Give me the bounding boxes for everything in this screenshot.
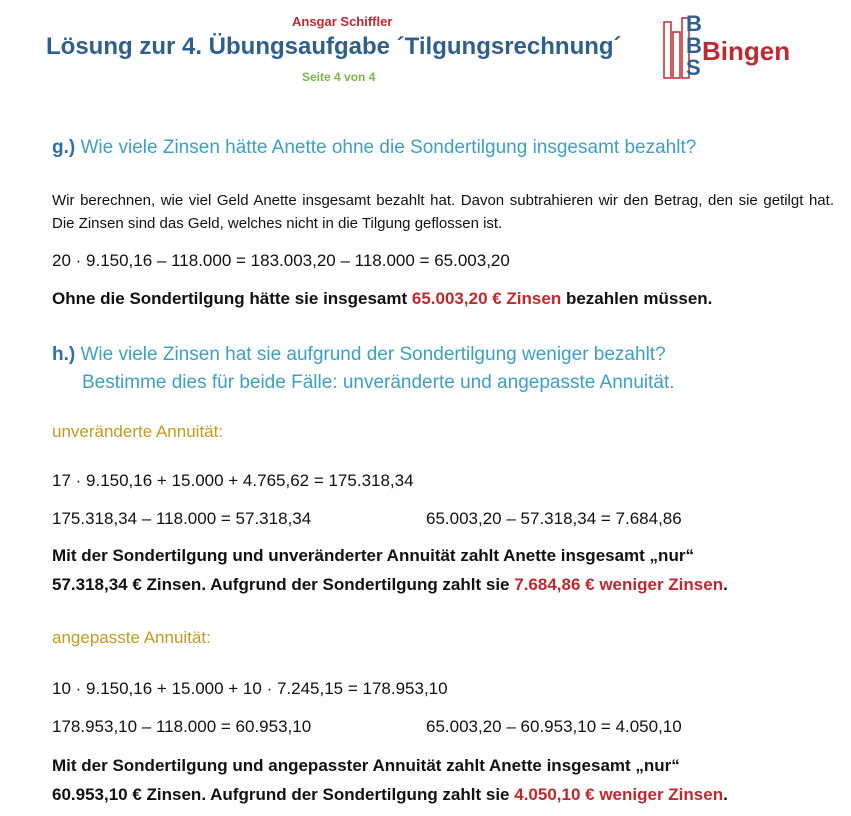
question-g <box>52 137 696 159</box>
result-g-pre: Ohne die Sondertilgung hätte sie insgesamt <box>52 289 412 308</box>
page-number: Seite 4 von 4 <box>302 70 376 84</box>
case2-formula-2a: 178.953,10 – 118.000 = 60.953,10 <box>52 717 312 736</box>
case1-result-line1: Mit der Sondertilgung und unveränderter Annuität zahlt Anette insgesamt „nur“ <box>52 546 694 565</box>
logo-letter-s: S <box>686 55 701 80</box>
case1-formula-2a: 175.318,34 – 118.000 = 57.318,34 <box>52 509 312 528</box>
case2-result-line2: 60.953,10 € Zinsen. Aufgrund der Sondertilgung zahlt sie 4.050,10 € weniger Zinsen. <box>52 785 728 804</box>
case2-result <box>52 751 728 809</box>
question-h <box>52 344 666 366</box>
question-g-label: g.) <box>52 137 76 158</box>
explanation-g: Wir berechnen, wie viel Geld Anette insgesamt bezahlt hat. Davon subtrahieren wir den Betrag, den sie getilgt hat. Die Zinsen sind das Geld, welches nicht in die Tilgung geflossen ist. <box>52 192 834 232</box>
logo-name: Bingen <box>702 36 791 66</box>
case1-result-highlight: 7.684,86 € weniger Zinsen <box>514 575 724 594</box>
case1-formula-1: 17 · 9.150,16 + 15.000 + 4.765,62 = 175.318,34 <box>52 471 414 490</box>
page-title: Lösung zur 4. Übungsaufgabe ´Tilgungsrechnung´ <box>46 33 622 60</box>
case1-result-line2: 57.318,34 € Zinsen. Aufgrund der Sondertilgung zahlt sie 7.684,86 € weniger Zinsen. <box>52 575 728 594</box>
case1-heading: unveränderte Annuität: <box>52 422 224 441</box>
case2-heading: angepasste Annuität: <box>52 628 211 647</box>
question-h-label: h.) <box>52 344 76 365</box>
case2-result-line1: Mit der Sondertilgung und angepasster Annuität zahlt Anette insgesamt „nur“ <box>52 756 680 775</box>
result-g-post: bezahlen müssen. <box>561 289 713 308</box>
case1-formula-2b: 65.003,20 – 57.318,34 = 7.684,86 <box>426 509 682 528</box>
author-name: Ansgar Schiffler <box>292 14 393 29</box>
logo-letter-b2: B <box>686 33 702 58</box>
case2-formula-1: 10 · 9.150,16 + 15.000 + 10 · 7.245,15 = 178.953,10 <box>52 679 448 698</box>
case1-result <box>52 541 728 599</box>
school-logo <box>662 11 792 84</box>
result-g <box>52 284 712 313</box>
case2-formula-2b: 65.003,20 – 60.953,10 = 4.050,10 <box>426 717 682 736</box>
case2-result-highlight: 4.050,10 € weniger Zinsen <box>514 785 724 804</box>
result-g-highlight: 65.003,20 € Zinsen <box>411 289 562 308</box>
question-h-text-1: Wie viele Zinsen hat sie aufgrund der Sondertilgung weniger bezahlt? <box>80 344 666 365</box>
logo-letter-b1: B <box>686 11 702 36</box>
question-g-text: Wie viele Zinsen hätte Anette ohne die Sondertilgung insgesamt bezahlt? <box>80 137 697 158</box>
question-h-text-2: Bestimme dies für beide Fälle: unveränderte und angepasste Annuität. <box>82 372 675 393</box>
formula-g: 20 · 9.150,16 – 118.000 = 183.003,20 – 118.000 = 65.003,20 <box>52 251 510 270</box>
